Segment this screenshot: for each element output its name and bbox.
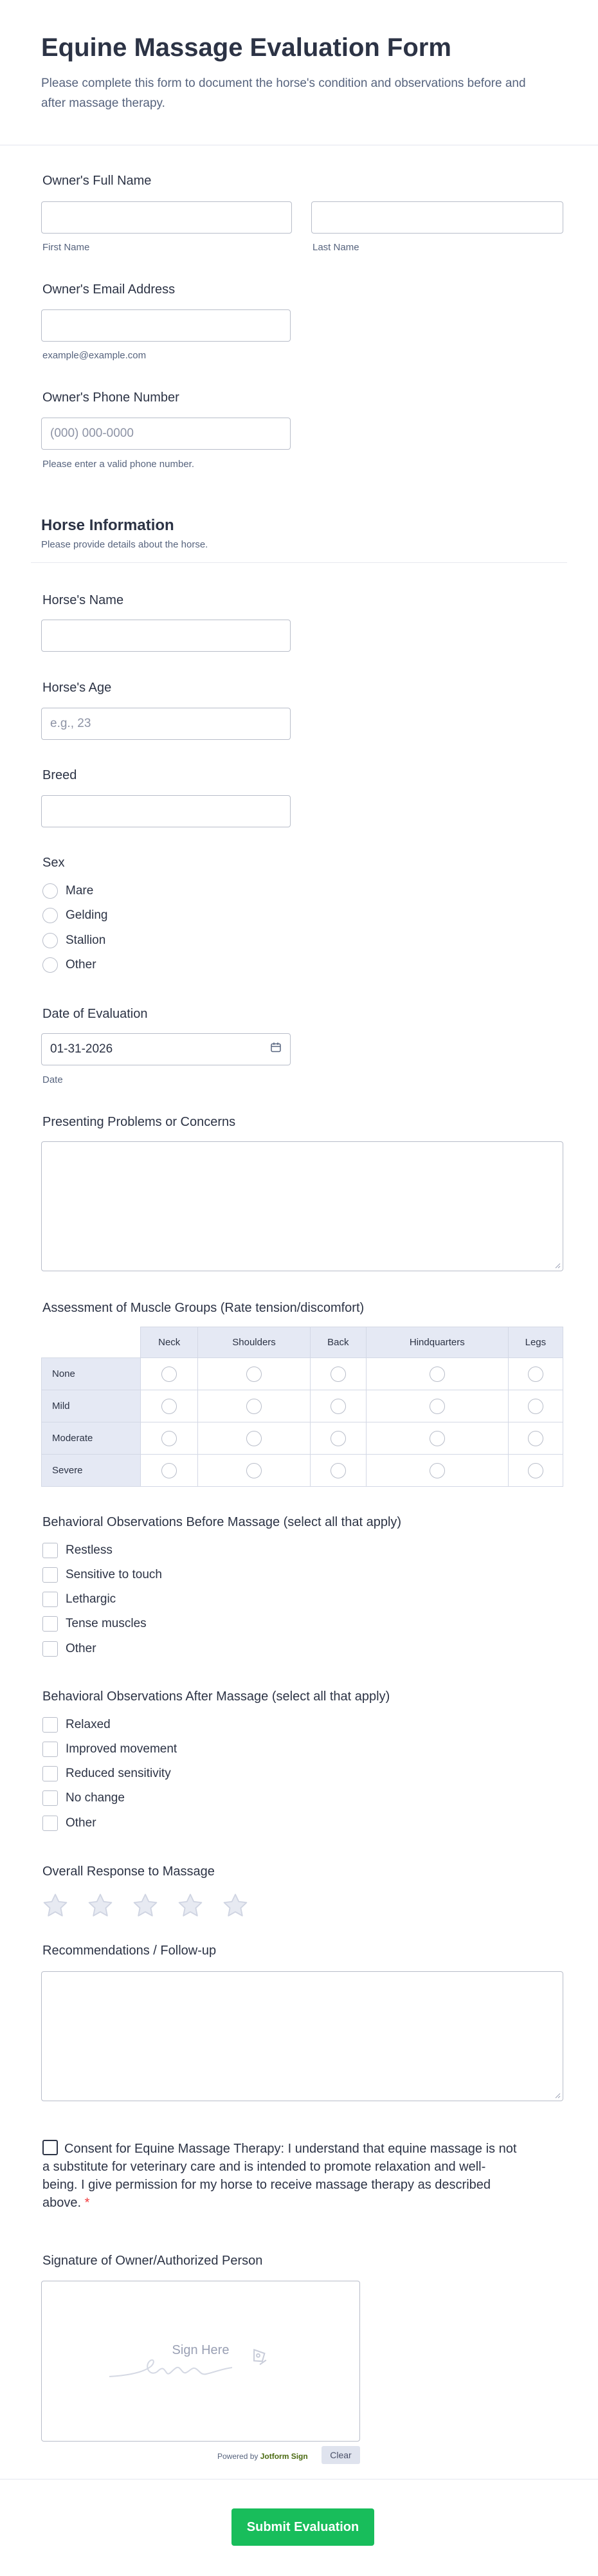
horse-age-input[interactable]: e.g., 23: [41, 708, 291, 740]
star-icon[interactable]: [176, 1891, 204, 1920]
star-icon[interactable]: [41, 1891, 69, 1920]
problems-textarea[interactable]: [41, 1141, 563, 1271]
form-subtitle: Please complete this form to document the horse's condition and observations before and after massage therapy.: [41, 77, 526, 111]
matrix-row-label: None: [42, 1358, 141, 1390]
before-option-restless[interactable]: [42, 1543, 113, 1558]
matrix-radio[interactable]: [430, 1366, 445, 1382]
star-rating: [41, 1891, 266, 1920]
sex-option-label: Gelding: [66, 908, 108, 922]
last-name-sublabel: Last Name: [313, 242, 359, 253]
star-icon[interactable]: [131, 1891, 159, 1920]
matrix-radio[interactable]: [161, 1463, 177, 1478]
muscle-label: Assessment of Muscle Groups (Rate tension/discomfort): [42, 1301, 365, 1315]
after-option-relaxed[interactable]: [42, 1717, 111, 1733]
sex-option-label: Stallion: [66, 934, 106, 947]
matrix-radio[interactable]: [331, 1399, 346, 1414]
matrix-row-moderate: [42, 1422, 563, 1455]
last-name-input[interactable]: [311, 201, 563, 234]
required-mark: *: [84, 2196, 90, 2210]
matrix-radio[interactable]: [331, 1366, 346, 1382]
option-label: Tense muscles: [66, 1617, 147, 1630]
before-option-tense[interactable]: [42, 1616, 147, 1632]
before-option-sensitive[interactable]: [42, 1567, 162, 1583]
email-sublabel: example@example.com: [42, 350, 147, 361]
matrix-row-label: Severe: [42, 1455, 141, 1487]
form-title: Equine Massage Evaluation Form: [41, 33, 451, 62]
matrix-radio[interactable]: [331, 1431, 346, 1446]
checkbox[interactable]: [42, 1717, 58, 1733]
breed-input[interactable]: [41, 795, 291, 827]
before-option-other[interactable]: [42, 1641, 96, 1657]
option-label: Other: [66, 1642, 96, 1655]
checkbox[interactable]: [42, 1641, 58, 1657]
matrix-col-back: Back: [310, 1327, 366, 1358]
matrix-radio[interactable]: [528, 1431, 543, 1446]
calendar-icon[interactable]: [270, 1042, 282, 1057]
matrix-row-label: Mild: [42, 1390, 141, 1422]
checkbox[interactable]: [42, 1742, 58, 1757]
muscle-matrix: [41, 1327, 563, 1487]
after-option-nochange[interactable]: [42, 1790, 125, 1806]
matrix-radio[interactable]: [430, 1463, 445, 1478]
first-name-input[interactable]: [41, 201, 292, 234]
owner-email-label: Owner's Email Address: [42, 282, 176, 297]
horse-section-title: Horse Information: [41, 517, 174, 534]
option-label: Relaxed: [66, 1718, 111, 1731]
option-label: Sensitive to touch: [66, 1568, 162, 1581]
matrix-row-none: [42, 1358, 563, 1390]
section-divider: [31, 562, 567, 563]
after-option-other[interactable]: [42, 1816, 96, 1831]
radio-button[interactable]: [42, 908, 58, 923]
matrix-col-legs: Legs: [508, 1327, 563, 1358]
checkbox[interactable]: [42, 1616, 58, 1632]
horse-section-subtitle: Please provide details about the horse.: [41, 539, 208, 550]
form-header: [0, 0, 598, 145]
clear-signature-button[interactable]: Clear: [322, 2446, 360, 2464]
horse-name-input[interactable]: [41, 620, 291, 652]
star-icon[interactable]: [221, 1891, 249, 1920]
matrix-row-severe: [42, 1455, 563, 1487]
matrix-radio[interactable]: [161, 1431, 177, 1446]
owner-phone-label: Owner's Phone Number: [42, 391, 179, 405]
option-label: Reduced sensitivity: [66, 1767, 171, 1780]
radio-button[interactable]: [42, 957, 58, 973]
after-label: Behavioral Observations After Massage (select all that apply): [42, 1689, 390, 1704]
matrix-radio[interactable]: [246, 1431, 262, 1446]
breed-label: Breed: [42, 768, 77, 782]
date-value: 01-31-2026: [50, 1042, 113, 1056]
matrix-corner: [42, 1327, 141, 1358]
matrix-col-hindquarters: Hindquarters: [366, 1327, 508, 1358]
jotform-sign-brand[interactable]: Jotform Sign: [260, 2452, 308, 2461]
first-name-sublabel: First Name: [42, 242, 90, 253]
matrix-row-mild: [42, 1390, 563, 1422]
signature-pad[interactable]: [41, 2281, 360, 2442]
signature-label: Signature of Owner/Authorized Person: [42, 2254, 263, 2268]
problems-label: Presenting Problems or Concerns: [42, 1115, 236, 1129]
option-label: Other: [66, 1816, 96, 1830]
sex-option-label: Mare: [66, 884, 94, 897]
option-label: Lethargic: [66, 1592, 116, 1606]
after-option-improved[interactable]: [42, 1742, 177, 1757]
matrix-radio[interactable]: [528, 1399, 543, 1414]
matrix-header-row: [42, 1327, 563, 1358]
checkbox[interactable]: [42, 1816, 58, 1831]
resize-grip-icon[interactable]: [554, 1262, 561, 1269]
before-label: Behavioral Observations Before Massage (select all that apply): [42, 1515, 402, 1529]
checkbox[interactable]: [42, 1592, 58, 1607]
matrix-radio[interactable]: [528, 1366, 543, 1382]
date-input[interactable]: [41, 1033, 291, 1065]
email-input[interactable]: [41, 309, 291, 342]
sex-option-stallion[interactable]: [42, 933, 105, 948]
submit-button[interactable]: Submit Evaluation: [231, 2508, 374, 2546]
date-sublabel: Date: [42, 1074, 63, 1085]
option-label: Restless: [66, 1543, 113, 1557]
checkbox[interactable]: [42, 1790, 58, 1806]
recommendations-textarea[interactable]: [41, 1971, 563, 2101]
matrix-col-shoulders: Shoulders: [198, 1327, 310, 1358]
checkbox[interactable]: [42, 1543, 58, 1558]
sex-option-other[interactable]: [42, 957, 96, 973]
matrix-radio[interactable]: [161, 1366, 177, 1382]
matrix-col-neck: Neck: [141, 1327, 198, 1358]
powered-prefix: Powered by: [217, 2452, 258, 2461]
horse-name-label: Horse's Name: [42, 593, 124, 607]
matrix-radio[interactable]: [430, 1431, 445, 1446]
owner-name-label: Owner's Full Name: [42, 174, 152, 188]
consent-checkbox[interactable]: [42, 2140, 58, 2155]
sign-here-placeholder: Sign Here: [172, 2343, 230, 2357]
option-label: No change: [66, 1791, 125, 1805]
sex-option-gelding[interactable]: [42, 908, 108, 923]
matrix-radio[interactable]: [161, 1399, 177, 1414]
option-label: Improved movement: [66, 1742, 177, 1756]
consent-field: [42, 2140, 518, 2212]
matrix-radio[interactable]: [246, 1366, 262, 1382]
matrix-radio[interactable]: [331, 1463, 346, 1478]
checkbox[interactable]: [42, 1567, 58, 1583]
before-option-lethargic[interactable]: [42, 1592, 116, 1607]
matrix-radio[interactable]: [246, 1399, 262, 1414]
matrix-radio[interactable]: [430, 1399, 445, 1414]
checkbox[interactable]: [42, 1766, 58, 1781]
recommendations-label: Recommendations / Follow-up: [42, 1944, 217, 1958]
date-label: Date of Evaluation: [42, 1007, 148, 1021]
phone-sublabel: Please enter a valid phone number.: [42, 459, 194, 470]
star-icon[interactable]: [86, 1891, 114, 1920]
phone-input[interactable]: (000) 000-0000: [41, 418, 291, 450]
horse-age-label: Horse's Age: [42, 681, 112, 695]
signature-scribble-icon: [106, 2346, 293, 2384]
matrix-radio[interactable]: [528, 1463, 543, 1478]
matrix-radio[interactable]: [246, 1463, 262, 1478]
matrix-row-label: Moderate: [42, 1422, 141, 1455]
sex-option-label: Other: [66, 958, 96, 971]
radio-button[interactable]: [42, 883, 58, 899]
sex-option-mare[interactable]: [42, 883, 93, 899]
sex-label: Sex: [42, 856, 65, 870]
after-option-reduced[interactable]: [42, 1766, 171, 1781]
powered-by: [217, 2452, 308, 2461]
response-label: Overall Response to Massage: [42, 1864, 215, 1879]
resize-grip-icon[interactable]: [554, 2092, 561, 2099]
radio-button[interactable]: [42, 933, 58, 948]
consent-text: Consent for Equine Massage Therapy: I understand that equine massage is not a substitute for veterinary care and is intended to promote relaxation and well-being. I give permission for my horse to receive massage therapy as described above.: [42, 2142, 517, 2210]
